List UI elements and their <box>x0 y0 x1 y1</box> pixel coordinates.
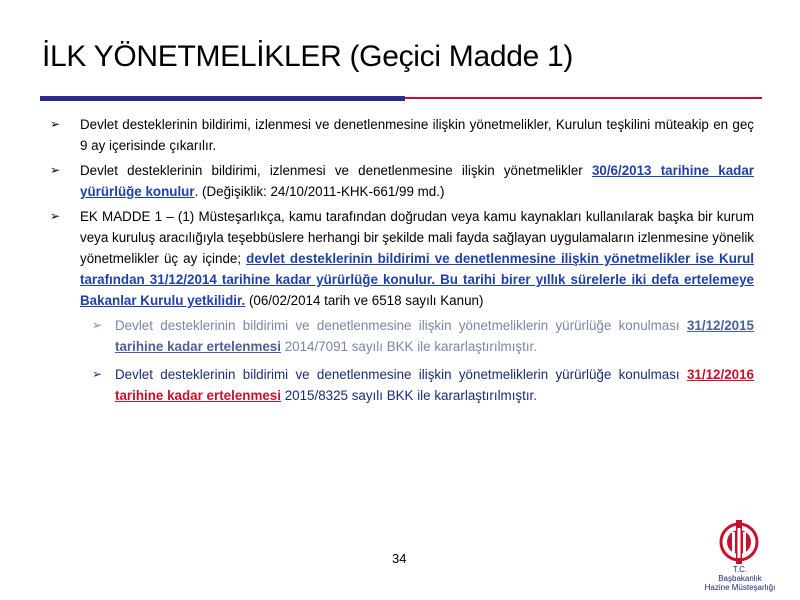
arrow-bullet-icon: ➢ <box>50 117 61 131</box>
slide-content <box>50 114 754 413</box>
bullet-text: EK MADDE 1 – (1) Müsteşarlıkça, kamu tarafından doğrudan veya kamu kaynakları kullanılarak başka bir kurum veya kuruluş aracılığıyla teşebbüslere herhangi bir şekilde mali fayda sağlayan uygulamaların izlenmesine yönelik yönetmelikler üç ay içinde; <box>80 209 754 266</box>
org-line-3: Hazine Müsteşarlığı <box>704 583 776 592</box>
bullet-text-after: (06/02/2014 tarih ve 6518 sayılı Kanun) <box>245 293 484 308</box>
title-rule-blue <box>40 96 405 101</box>
organization-name <box>698 565 782 592</box>
treasury-logo-icon <box>713 518 765 564</box>
bullet-item-3 <box>50 206 754 311</box>
bullet-text-after: . (Değişiklik: 24/10/2011-KHK-661/99 md.) <box>194 184 445 199</box>
arrow-bullet-icon: ➢ <box>92 318 103 332</box>
sub-bullet-text: Devlet desteklerinin bildirimi ve denetlenmesine ilişkin yönetmeliklerin yürürlüğe konulması <box>115 367 687 382</box>
page-number: 34 <box>392 551 407 566</box>
org-line-1: T.C. <box>732 565 748 574</box>
bullet-text: Devlet desteklerinin bildirimi, izlenmesi ve denetlenmesine ilişkin yönetmelikler <box>80 163 592 178</box>
slide-title: İLK YÖNETMELİKLER (Geçici Madde 1) <box>42 40 574 73</box>
arrow-bullet-icon: ➢ <box>92 367 103 381</box>
arrow-bullet-icon: ➢ <box>50 163 61 177</box>
sub-bullet-highlight: 31/12/2015 tarihine kadar ertelenmesi <box>115 318 754 354</box>
bullet-item-1 <box>50 114 754 156</box>
arrow-bullet-icon: ➢ <box>50 209 61 223</box>
sub-bullet-highlight: 31/12/2016 tarihine kadar ertelenmesi <box>115 367 754 403</box>
org-line-2: Başbakanlık <box>718 574 762 583</box>
sub-bullet-text-after: 2014/7091 sayılı BKK ile kararlaştırılmıştır. <box>280 339 538 354</box>
sub-bullet-item-2 <box>50 364 754 406</box>
bullet-highlight: devlet desteklerinin bildirimi ve denetlenmesine ilişkin yönetmelikler ise Kurul tarafından 31/12/2014 tarihine kadar yürürlüğe konulur. Bu tarihi birer yıllık sürelerle iki defa ertelemeye Bakanlar Kurulu yetkilidir. <box>80 251 754 308</box>
title-rule-red <box>405 97 762 99</box>
sub-bullet-text-after: 2015/8325 sayılı BKK ile kararlaştırılmıştır. <box>280 388 538 403</box>
bullet-item-2 <box>50 160 754 202</box>
sub-bullet-text: Devlet desteklerinin bildirimi ve denetlenmesine ilişkin yönetmeliklerin yürürlüğe konulması <box>115 318 687 333</box>
bullet-text: Devlet desteklerinin bildirimi, izlenmesi ve denetlenmesine ilişkin yönetmelikler, Kurulun teşkilini müteakip en geç 9 ay içerisinde çıkarılır. <box>80 117 754 153</box>
bullet-highlight: 30/6/2013 tarihine kadar yürürlüğe konulur <box>80 163 754 199</box>
sub-bullet-item-1 <box>50 315 754 357</box>
